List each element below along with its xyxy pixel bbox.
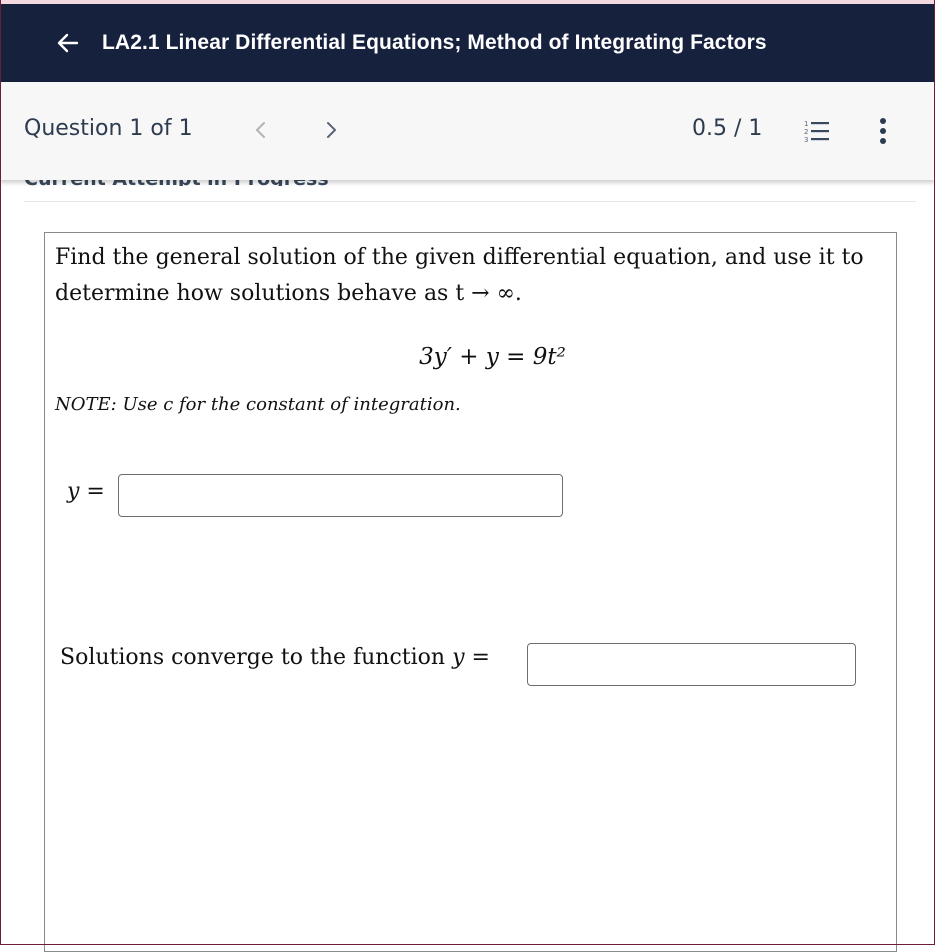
general-solution-input[interactable] (118, 474, 563, 517)
integration-note: NOTE: Use c for the constant of integration. (55, 394, 461, 415)
converge-text: Solutions converge to the function (60, 645, 453, 670)
score-display: 0.5 / 1 (692, 116, 763, 141)
svg-text:3: 3 (804, 136, 809, 144)
general-solution-label: y = (67, 479, 105, 504)
question-container (44, 232, 897, 952)
svg-text:1: 1 (804, 120, 809, 128)
limit-function-input[interactable] (527, 643, 856, 686)
more-vertical-icon[interactable] (875, 116, 891, 146)
converge-label (60, 645, 490, 670)
assignment-title: LA2.1 Linear Differential Equations; Method of Integrating Factors (102, 31, 767, 54)
svg-text:2: 2 (804, 128, 809, 136)
divider (24, 201, 916, 202)
assignment-header (0, 4, 935, 82)
differential-equation: 3y′ + y = 9t² (419, 344, 566, 370)
arrow-left-icon[interactable] (55, 30, 81, 56)
converge-variable: y = (452, 645, 490, 670)
question-toolbar (0, 82, 935, 180)
chevron-left-icon[interactable] (250, 118, 272, 142)
numbered-list-icon[interactable] (803, 118, 831, 144)
chevron-right-icon[interactable] (320, 118, 342, 142)
question-prompt: Find the general solution of the given differential equation, and use it to determine how solutions behave as t → ∞. (55, 245, 864, 306)
question-counter: Question 1 of 1 (24, 116, 193, 141)
